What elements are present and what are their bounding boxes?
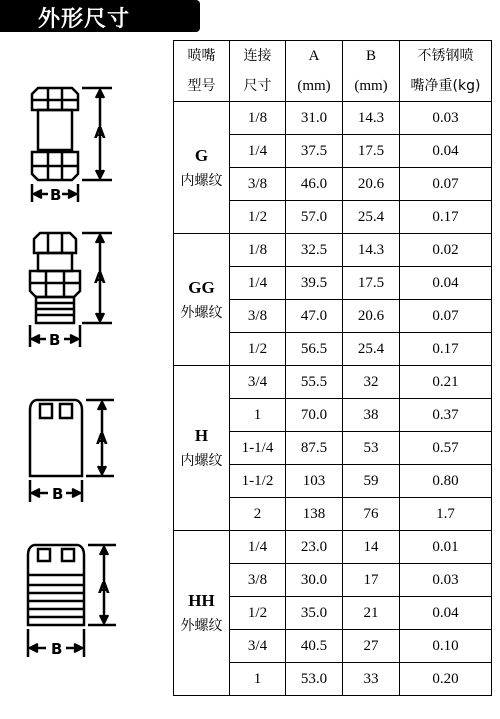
weight-cell: 0.03 <box>400 102 492 135</box>
connection-size-cell: 3/8 <box>230 300 286 333</box>
connection-size-cell: 1-1/2 <box>230 465 286 498</box>
table-row <box>174 531 492 564</box>
connection-size-cell: 1/2 <box>230 333 286 366</box>
dim-b-label: B <box>50 186 62 204</box>
page-title: 外形尺寸 <box>38 7 131 32</box>
model-code: HH <box>188 591 215 610</box>
connection-size-cell: 1/2 <box>230 597 286 630</box>
dim-a-cell: 70.0 <box>286 399 343 432</box>
dim-b-cell: 17.5 <box>343 267 400 300</box>
dim-b-cell: 14 <box>343 531 400 564</box>
table-row <box>174 366 492 399</box>
thread-type: 内螺纹 <box>180 453 223 469</box>
connection-size-cell: 3/4 <box>230 366 286 399</box>
weight-cell: 0.07 <box>400 300 492 333</box>
connection-size-cell: 3/4 <box>230 630 286 663</box>
dim-b-label: B <box>49 331 61 349</box>
nozzle-gg-diagram <box>0 225 130 355</box>
weight-cell: 0.20 <box>400 663 492 696</box>
table-row <box>174 234 492 267</box>
dim-a-cell: 56.5 <box>286 333 343 366</box>
dim-a-label: A <box>94 124 106 142</box>
header-weight: 不锈钢喷 嘴净重(kg) <box>400 41 492 102</box>
dim-a-cell: 37.5 <box>286 135 343 168</box>
dimension-table <box>173 40 492 696</box>
model-code: H <box>194 426 209 445</box>
thread-type: 外螺纹 <box>180 304 223 321</box>
dim-b-label: B <box>51 640 63 658</box>
nozzle-hh-diagram <box>0 535 130 665</box>
dim-a-cell: 87.5 <box>286 432 343 465</box>
dim-b-cell: 59 <box>343 465 400 498</box>
model-cell <box>174 531 230 696</box>
model-cell <box>174 102 230 234</box>
dim-a-cell: 46.0 <box>286 168 343 201</box>
connection-size-cell: 1/8 <box>230 234 286 267</box>
connection-size-cell: 1 <box>230 663 286 696</box>
weight-cell: 0.01 <box>400 531 492 564</box>
thread-type: 内螺纹 <box>180 172 223 189</box>
connection-size-cell: 1/4 <box>230 267 286 300</box>
weight-cell: 0.80 <box>400 465 492 498</box>
connection-size-cell: 1 <box>230 399 286 432</box>
dim-b-cell: 14.3 <box>343 234 400 267</box>
connection-size-cell: 1/4 <box>230 135 286 168</box>
dim-a-label: A <box>98 579 110 597</box>
dim-b-label: B <box>52 485 64 503</box>
dim-a-cell: 32.5 <box>286 234 343 267</box>
dim-a-cell: 47.0 <box>286 300 343 333</box>
model-cell <box>174 234 230 366</box>
dim-b-cell: 17 <box>343 564 400 597</box>
weight-cell: 0.04 <box>400 135 492 168</box>
weight-cell: 0.04 <box>400 267 492 300</box>
dim-a-cell: 23.0 <box>286 531 343 564</box>
table-header-row <box>174 41 492 102</box>
model-code: G <box>194 145 209 165</box>
thread-type: 外螺纹 <box>180 618 223 634</box>
dim-b-cell: 33 <box>343 663 400 696</box>
dim-a-cell: 138 <box>286 498 343 531</box>
dim-a-label: A <box>96 430 108 448</box>
dim-b-cell: 53 <box>343 432 400 465</box>
dim-b-cell: 20.6 <box>343 168 400 201</box>
weight-cell: 0.10 <box>400 630 492 663</box>
weight-cell: 0.37 <box>400 399 492 432</box>
dim-a-cell: 57.0 <box>286 201 343 234</box>
weight-cell: 0.04 <box>400 597 492 630</box>
nozzle-h-diagram <box>0 390 130 510</box>
dim-a-cell: 55.5 <box>286 366 343 399</box>
connection-size-cell: 1-1/4 <box>230 432 286 465</box>
connection-size-cell: 1/8 <box>230 102 286 135</box>
header-a: A (mm) <box>286 41 343 102</box>
dim-a-cell: 35.0 <box>286 597 343 630</box>
dim-a-label: A <box>94 269 106 287</box>
weight-cell: 0.03 <box>400 564 492 597</box>
dim-b-cell: 27 <box>343 630 400 663</box>
weight-cell: 0.17 <box>400 201 492 234</box>
weight-cell: 0.57 <box>400 432 492 465</box>
connection-size-cell: 3/8 <box>230 564 286 597</box>
weight-cell: 1.7 <box>400 498 492 531</box>
weight-cell: 0.21 <box>400 366 492 399</box>
connection-size-cell: 1/2 <box>230 201 286 234</box>
dim-a-cell: 30.0 <box>286 564 343 597</box>
dim-a-cell: 40.5 <box>286 630 343 663</box>
dim-b-cell: 76 <box>343 498 400 531</box>
nozzle-g-diagram <box>0 80 130 210</box>
dim-a-cell: 53.0 <box>286 663 343 696</box>
dim-b-cell: 17.5 <box>343 135 400 168</box>
connection-size-cell: 3/8 <box>230 168 286 201</box>
weight-cell: 0.17 <box>400 333 492 366</box>
dim-b-cell: 25.4 <box>343 201 400 234</box>
dim-b-cell: 32 <box>343 366 400 399</box>
model-code: GG <box>188 277 215 297</box>
weight-cell: 0.07 <box>400 168 492 201</box>
header-model: 喷嘴 型号 <box>174 41 230 102</box>
header-connection: 连接 尺寸 <box>230 41 286 102</box>
table-row <box>174 102 492 135</box>
dim-b-cell: 20.6 <box>343 300 400 333</box>
connection-size-cell: 2 <box>230 498 286 531</box>
dim-b-cell: 21 <box>343 597 400 630</box>
model-cell <box>174 366 230 531</box>
weight-cell: 0.02 <box>400 234 492 267</box>
connection-size-cell: 1/4 <box>230 531 286 564</box>
dim-a-cell: 31.0 <box>286 102 343 135</box>
dim-a-cell: 39.5 <box>286 267 343 300</box>
dim-b-cell: 25.4 <box>343 333 400 366</box>
dim-a-cell: 103 <box>286 465 343 498</box>
dim-b-cell: 38 <box>343 399 400 432</box>
dim-b-cell: 14.3 <box>343 102 400 135</box>
header-b: B (mm) <box>343 41 400 102</box>
